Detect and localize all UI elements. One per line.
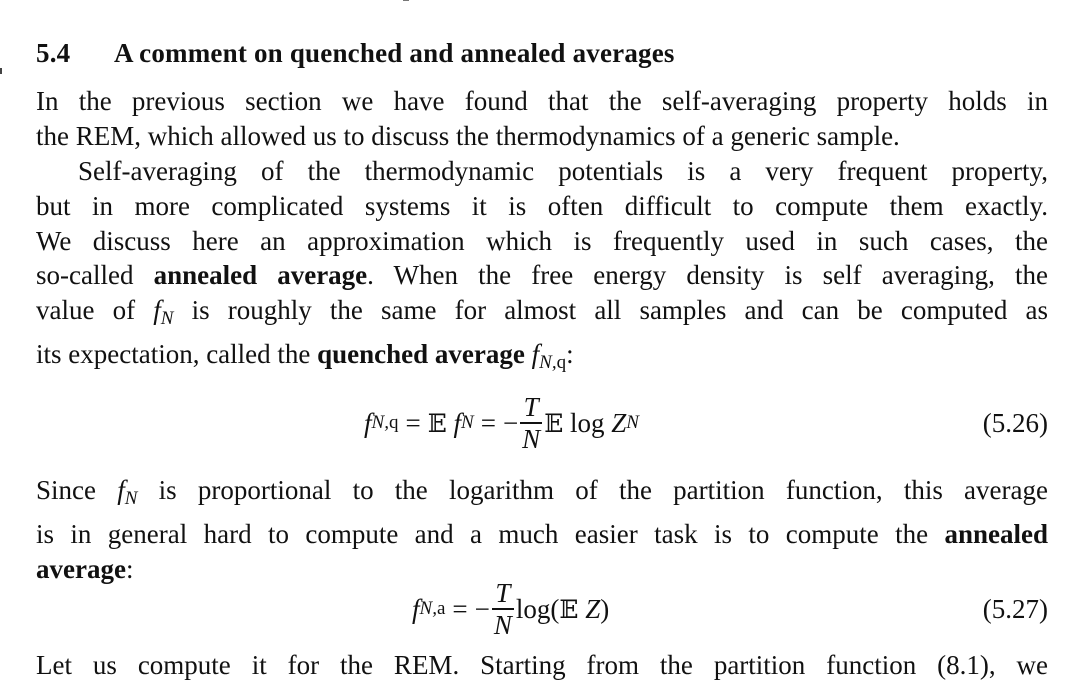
paragraph-3-line-3: average: [36, 553, 134, 584]
math-fNq: $f_{N,q}$ [531, 338, 567, 373]
paragraph-1-line-2: the REM, which allowed us to discuss the thermodynamics of a generic sample. [36, 120, 900, 151]
equation-5-26 [36, 388, 1048, 458]
fraction-T-over-N-2: $\frac{T}{N}$ [493, 578, 512, 640]
fraction-T-over-N: $\frac{T}{N}$ [522, 392, 541, 454]
paragraph-1 [36, 84, 1048, 154]
paragraph-3-line-1: Since $f_N$ is proportional to the logarithm of the partition function, this average [36, 475, 1048, 509]
paragraph-2-line-4: so-called annealed average. When the free energy density is self averaging, the [36, 260, 1048, 291]
paragraph-2-line-6: its expectation, called the quenched average $f_{N,q}$: [36, 338, 574, 373]
equation-number-5-26: (5.26) [982, 407, 1048, 438]
equation-number-5-27: (5.27) [982, 593, 1048, 624]
term-average: average [36, 553, 126, 584]
math-fN-2: $f_N$ [117, 475, 138, 509]
equation-5-27 [36, 574, 1048, 644]
paragraph-4-line-1: Let us compute it for the REM. Starting from the partition function (8.1), we [36, 650, 1048, 680]
section-number: 5.4 [36, 38, 71, 68]
math-fN: $f_N$ [153, 295, 174, 330]
paragraph-2-line-5: value of $f_N$ is roughly the same for almost all samples and can be computed as [36, 295, 1048, 330]
equation-5-26-body: f N,q = 𝔼 f N = − $\frac{T}{N}$ 𝔼 log Z N [364, 392, 639, 454]
paragraph-2-line-1: Self-averaging of the thermodynamic potentials is a very frequent property, [78, 156, 1048, 186]
section-heading [36, 38, 675, 69]
page-top-mark [403, 0, 409, 1]
equation-5-27-body: f N,a = − $\frac{T}{N}$ log( 𝔼 Z ) [412, 578, 610, 640]
paragraph-1-line-1: In the previous section we have found that the self-averaging property holds in [36, 86, 1048, 116]
paragraph-2-line-2: but in more complicated systems it is often difficult to compute them exactly. [36, 190, 1048, 221]
section-title: A comment on quenched and annealed averages [114, 38, 675, 68]
paragraph-3-line-2: is in general hard to compute and a much easier task is to compute the annealed [36, 518, 1048, 549]
term-annealed: annealed [944, 518, 1048, 549]
paragraph-3 [36, 473, 1048, 586]
term-quenched-average: quenched average [317, 338, 525, 369]
term-annealed-average: annealed average [153, 260, 368, 291]
margin-mark [0, 68, 6, 74]
paragraph-2-line-3: We discuss here an approximation which is frequently used in such cases, the [36, 225, 1048, 256]
paragraph-2 [36, 154, 1048, 381]
